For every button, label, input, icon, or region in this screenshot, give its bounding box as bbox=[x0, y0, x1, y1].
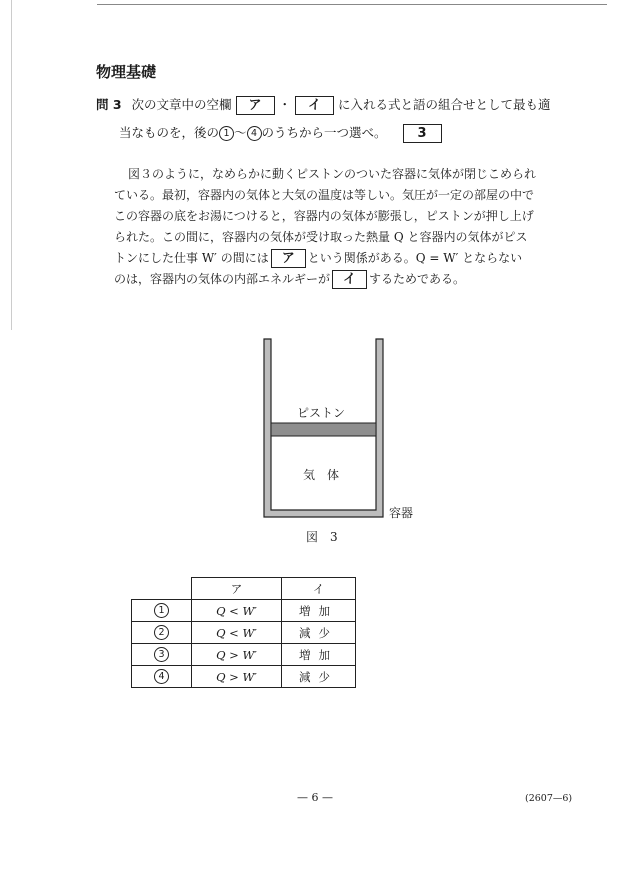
cell-i: 増加 bbox=[282, 600, 356, 622]
section-title: 物理基礎 bbox=[96, 63, 157, 81]
blank-i-box: イ bbox=[295, 96, 334, 115]
row-number-circle: 4 bbox=[154, 669, 169, 684]
row-number-circle: 2 bbox=[154, 625, 169, 640]
table-row bbox=[132, 666, 356, 688]
passage-line: のは，容器内の気体の内部エネルギーが イ するためである。 bbox=[114, 272, 466, 287]
piston-label: ピストン bbox=[297, 406, 346, 420]
blank-i-box: イ bbox=[332, 270, 367, 289]
cell-a: Q < W′ bbox=[192, 600, 282, 622]
header-a: ア bbox=[192, 578, 282, 600]
cell-a: Q > W′ bbox=[192, 666, 282, 688]
cell-i: 減少 bbox=[282, 666, 356, 688]
cell-i: 減少 bbox=[282, 622, 356, 644]
question-number: 問 3 bbox=[96, 97, 122, 112]
passage-line: ている。最初，容器内の気体と大気の温度は等しい。気圧が一定の部屋の中で bbox=[114, 188, 535, 202]
exam-code: (2607—6) bbox=[525, 793, 573, 804]
answer-table bbox=[131, 577, 356, 688]
piston bbox=[271, 423, 376, 436]
gas-label: 気 体 bbox=[303, 468, 340, 482]
figure-caption: 図 3 bbox=[306, 530, 338, 544]
choice-1-circle: 1 bbox=[219, 126, 234, 141]
separator-dot: ・ bbox=[278, 97, 292, 112]
blank-a-box: ア bbox=[271, 249, 306, 268]
table-row bbox=[132, 644, 356, 666]
header-i: イ bbox=[282, 578, 356, 600]
blank-a-box: ア bbox=[236, 96, 275, 115]
cell-i: 増加 bbox=[282, 644, 356, 666]
passage-line: この容器の底をお湯につけると，容器内の気体が膨張し，ピストンが押し上げ bbox=[114, 209, 534, 223]
passage-line: られた。この間に，容器内の気体が受け取った熱量 Q と容器内の気体がピス bbox=[114, 230, 528, 244]
container-label: 容器 bbox=[389, 506, 414, 520]
cell-a: Q > W′ bbox=[192, 644, 282, 666]
page-number: — 6 — bbox=[297, 791, 333, 804]
choice-4-circle: 4 bbox=[247, 126, 262, 141]
row-number-circle: 1 bbox=[154, 603, 169, 618]
cell-a: Q < W′ bbox=[192, 622, 282, 644]
question-line-1: 問 3 次の文章中の空欄 ア ・ イ に入れる式と語の組合せとして最も適 bbox=[96, 97, 551, 113]
table-row bbox=[132, 622, 356, 644]
table-row bbox=[132, 600, 356, 622]
question-line-2: 当なものを，後の 1 ～ 4 のうちから一つ選べ。 3 bbox=[119, 124, 442, 143]
table-header-row bbox=[132, 578, 356, 600]
passage-line: トンにした仕事 W′ の間には ア という関係がある。Q = W′ とならない bbox=[114, 251, 523, 266]
row-number-circle: 3 bbox=[154, 647, 169, 662]
passage-line: 図３のように，なめらかに動くピストンのついた容器に気体が閉じこめられ bbox=[128, 167, 537, 181]
answer-number-box: 3 bbox=[403, 124, 442, 143]
